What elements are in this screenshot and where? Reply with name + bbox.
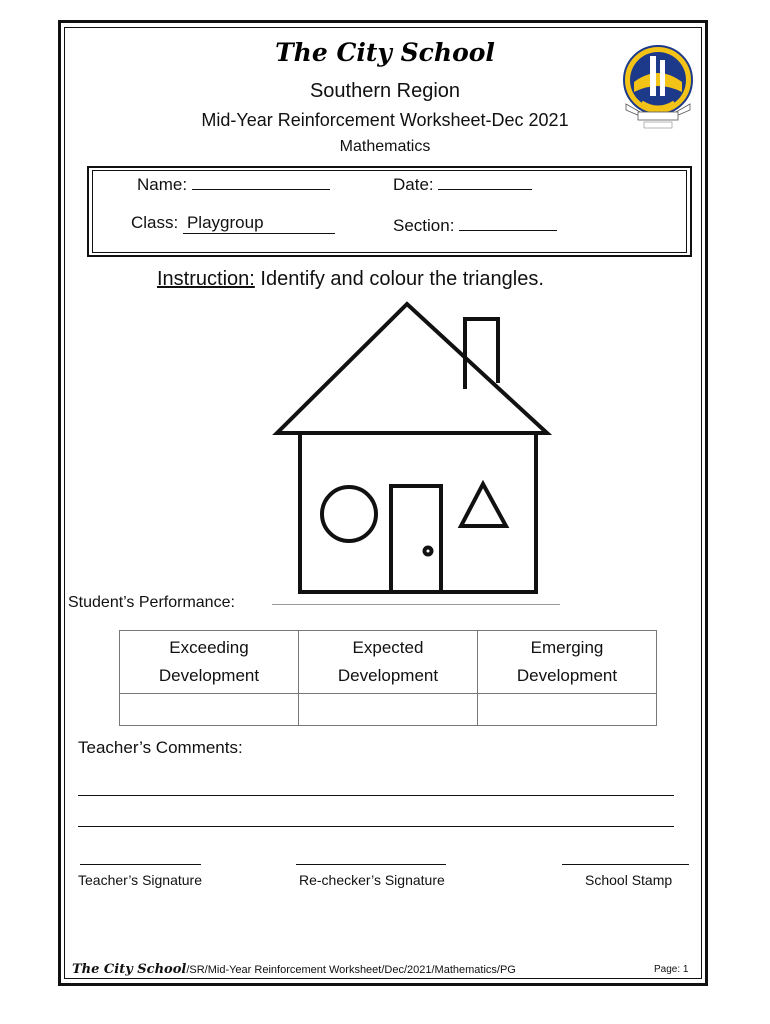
name-label: Name: [137,175,188,194]
school-name: The City School [275,38,495,67]
exceeding-line1: Exceeding [169,638,249,657]
worksheet-title: Mid-Year Reinforcement Worksheet-Dec 2021 [201,110,569,130]
comments-label: Teacher’s Comments: [78,738,243,757]
page-number: Page: 1 [654,964,689,975]
exceeding-header [120,631,299,694]
performance-label: Student’s Performance: [68,594,235,611]
date-blank[interactable] [438,172,532,190]
expected-header [299,631,478,694]
performance-baseline [272,604,560,605]
teacher-signature-line[interactable] [80,864,201,865]
emerging-header [478,631,657,694]
subject-heading: Mathematics [339,138,431,155]
name-blank[interactable] [192,172,330,190]
emerging-line1: Emerging [530,638,604,657]
exceeding-line2: Development [158,666,260,685]
chimney [465,319,498,389]
exceeding-cell[interactable] [120,694,299,726]
class-field[interactable] [131,213,335,234]
footer-path: /SR/Mid-Year Reinforcement Worksheet/Dec/2021/Mathematics/PG [186,964,516,976]
footer-school: The City School [72,962,187,977]
section-blank[interactable] [459,213,557,231]
class-label: Class: [131,213,179,232]
circle-window [322,487,376,541]
triangle-window [461,484,506,526]
expected-line2: Development [337,666,439,685]
region-heading: Southern Region [309,80,461,102]
performance-table [119,630,657,726]
emerging-line2: Development [516,666,618,685]
section-field[interactable] [393,213,557,236]
instruction-label: Instruction: [157,268,255,290]
door [391,486,441,592]
school-stamp-line[interactable] [562,864,689,865]
expected-line1: Expected [352,638,424,657]
date-label: Date: [393,175,434,194]
door-knob [425,548,432,555]
comment-line-1[interactable] [78,795,674,796]
name-field[interactable] [137,172,330,195]
school-crest-icon [620,42,696,132]
school-stamp-label: School Stamp [585,872,673,888]
house-shapes-drawing [270,295,560,607]
section-label: Section: [393,216,455,235]
emerging-cell[interactable] [478,694,657,726]
comment-line-2[interactable] [78,826,674,827]
roof-triangle [277,304,547,433]
rechecker-signature-line[interactable] [296,864,446,865]
instruction-text: Identify and colour the triangles. [260,268,544,290]
rechecker-signature-label: Re-checker’s Signature [299,872,445,888]
footer [72,962,516,977]
class-value[interactable]: Playgroup [183,213,335,234]
teacher-signature-label: Teacher’s Signature [78,872,203,888]
expected-cell[interactable] [299,694,478,726]
instruction [157,268,544,291]
date-field[interactable] [393,172,532,195]
